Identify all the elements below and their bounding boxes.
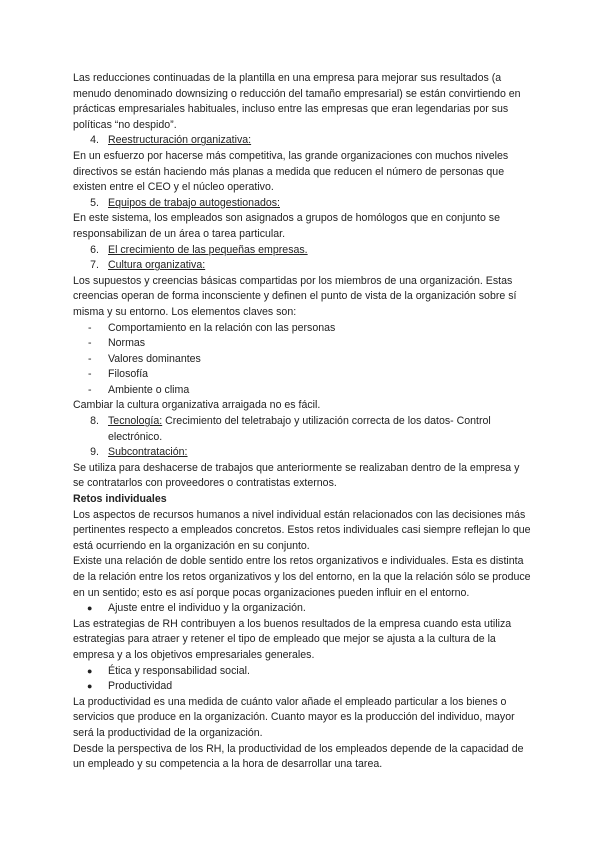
list-item-5: 5. Equipos de trabajo autogestionados: bbox=[90, 196, 280, 209]
bullet-item-ajuste: ● Ajuste entre el individuo y la organización. bbox=[87, 602, 306, 615]
item-8-text: Crecimiento del teletrabajo y utilización correcta de los datos- Control electrónico. bbox=[108, 415, 491, 443]
intro-paragraph: Las reducciones continuadas de la plantilla en una empresa para mejorar sus resultados (a menudo denominado downsizing o reducción del tamaño empresarial) se están convirtiendo en prácticas empresariales habituales, incluso entre las empresas que eran legendarias por sus políticas “no despido”. bbox=[73, 72, 521, 131]
item-4-body: En un esfuerzo por hacerse más competitiva, las grande organizaciones con muchos niveles directivos se están haciendo más planas a medida que reducen el número de personas que existen entre el CEO y el núcleo operativo. bbox=[73, 149, 509, 194]
list-item-6: 6. El crecimiento de las pequeñas empresas. bbox=[90, 243, 308, 256]
list-item-7: 7. Cultura organizativa: bbox=[90, 259, 206, 272]
bullet-item-etica: ● Ética y responsabilidad social. bbox=[87, 664, 250, 677]
bullet-item-productividad: ● Productividad bbox=[87, 680, 173, 693]
list-item-4: 4. Reestructuración organizativa: bbox=[90, 134, 252, 147]
item-9-title: Subcontratación: bbox=[108, 446, 188, 459]
list-item-9: 9. Subcontratación: bbox=[90, 446, 188, 459]
list-item-8: 8. Tecnología: Crecimiento del teletrabajo y utilización correcta de los datos- Control electrónico. bbox=[90, 415, 491, 443]
list-item: - Filosofía bbox=[88, 368, 149, 381]
retos-paragraph-2: Existe una relación de doble sentido entre los retos organizativos e individuales. Esta es distinta de la relación entre los retos organizativos y los del entorno, en la que la relación sólo se produce en un sentido; esto es así porque pocas organizaciones pueden influir en el entorno. bbox=[73, 555, 531, 599]
productividad-paragraph-2: Desde la perspectiva de los RH, la productividad de los empleados depende de la capacidad de un empleado y su competencia a la hora de desarrollar una tarea. bbox=[73, 742, 524, 771]
retos-paragraph-1: Los aspectos de recursos humanos a nivel individual están relacionados con las decisiones más pertinentes respecto a empleados concretos. Estos retos individuales casi siempre reflejan lo que está ocurriendo en la organización en su conjunto. bbox=[73, 508, 531, 552]
list-item: - Comportamiento en la relación con las personas bbox=[88, 321, 336, 334]
list-item: - Ambiente o clima bbox=[88, 383, 190, 396]
item-9-body: Se utiliza para deshacerse de trabajos que anteriormente se realizaban dentro de la empresa y se contratarlos con proveedores o contratistas externos. bbox=[73, 461, 520, 490]
item-4-title: Reestructuración organizativa: bbox=[108, 134, 252, 147]
item-5-body: En este sistema, los empleados son asignados a grupos de homólogos que en conjunto se responsabilizan de un área o tarea particular. bbox=[73, 212, 500, 240]
item-7-body: Los supuestos y creencias básicas compartidas por los miembros de una organización. Estas creencias operan de forma inconsciente y definen el punto de vista de la organización sobre sí misma y su entorno. Los elementos claves son: bbox=[73, 274, 517, 318]
culture-note: Cambiar la cultura organizativa arraigada no es fácil. bbox=[73, 399, 321, 412]
item-6-title: El crecimiento de las pequeñas empresas. bbox=[108, 243, 308, 256]
list-item: - Valores dominantes bbox=[88, 352, 201, 365]
list-item: - Normas bbox=[88, 337, 146, 350]
section-heading: Retos individuales bbox=[73, 493, 167, 506]
item-5-title: Equipos de trabajo autogestionados: bbox=[108, 196, 280, 209]
productividad-paragraph-1: La productividad es una medida de cuánto valor añade el empleado particular a los bienes o servicios que produce en la organización. Cuanto mayor es la producción del individuo, mayor será la productividad de la organización. bbox=[73, 695, 515, 739]
item-8-title: Tecnología: bbox=[108, 415, 163, 428]
document-page bbox=[73, 71, 531, 773]
item-7-title: Cultura organizativa: bbox=[108, 259, 206, 272]
ajuste-paragraph: Las estrategias de RH contribuyen a los buenos resultados de la empresa cuando esta utiliza estrategias para atraer y retener el tipo de empleado que mejor se ajusta a la cultura de la empresa y a los objetivos empresariales generales. bbox=[73, 617, 512, 661]
